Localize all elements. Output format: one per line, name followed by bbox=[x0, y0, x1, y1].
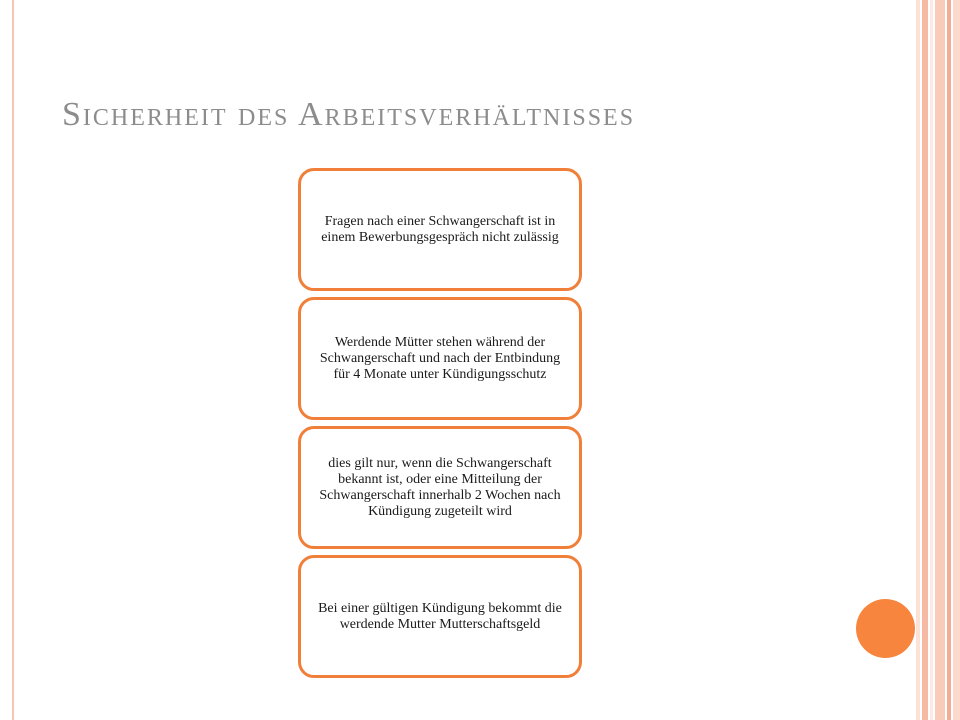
left-decorative-line bbox=[12, 0, 14, 720]
decorative-circle bbox=[856, 599, 915, 658]
right-decorative-stripes bbox=[916, 0, 960, 720]
process-box-text: Fragen nach einer Schwangerschaft ist in einem Bewerbungsgespräch nicht zulässig bbox=[321, 213, 559, 245]
process-box-2 bbox=[298, 297, 582, 420]
stripe bbox=[916, 0, 920, 720]
process-box-text: Werdende Mütter stehen während der Schwangerschaft und nach der Entbindung für 4 Monate unter Kündigungsschutz bbox=[319, 334, 561, 382]
process-box-3 bbox=[298, 426, 582, 549]
process-list bbox=[298, 168, 582, 684]
stripe bbox=[947, 0, 951, 720]
process-box-1 bbox=[298, 168, 582, 291]
process-box-text: dies gilt nur, wenn die Schwangerschaft bekannt ist, oder eine Mitteilung der Schwangerschaft innerhalb 2 Wochen nach Kündigung zugeteilt wird bbox=[319, 455, 561, 519]
process-box-4 bbox=[298, 555, 582, 678]
stripe bbox=[922, 0, 928, 720]
slide-title: Sicherheit des Arbeitsverhältnisses bbox=[62, 96, 636, 133]
process-box-text: Bei einer gültigen Kündigung bekommt die werdende Mutter Mutterschaftsgeld bbox=[318, 600, 562, 632]
stripe bbox=[930, 0, 933, 720]
stripe bbox=[953, 0, 960, 720]
stripe bbox=[935, 0, 945, 720]
